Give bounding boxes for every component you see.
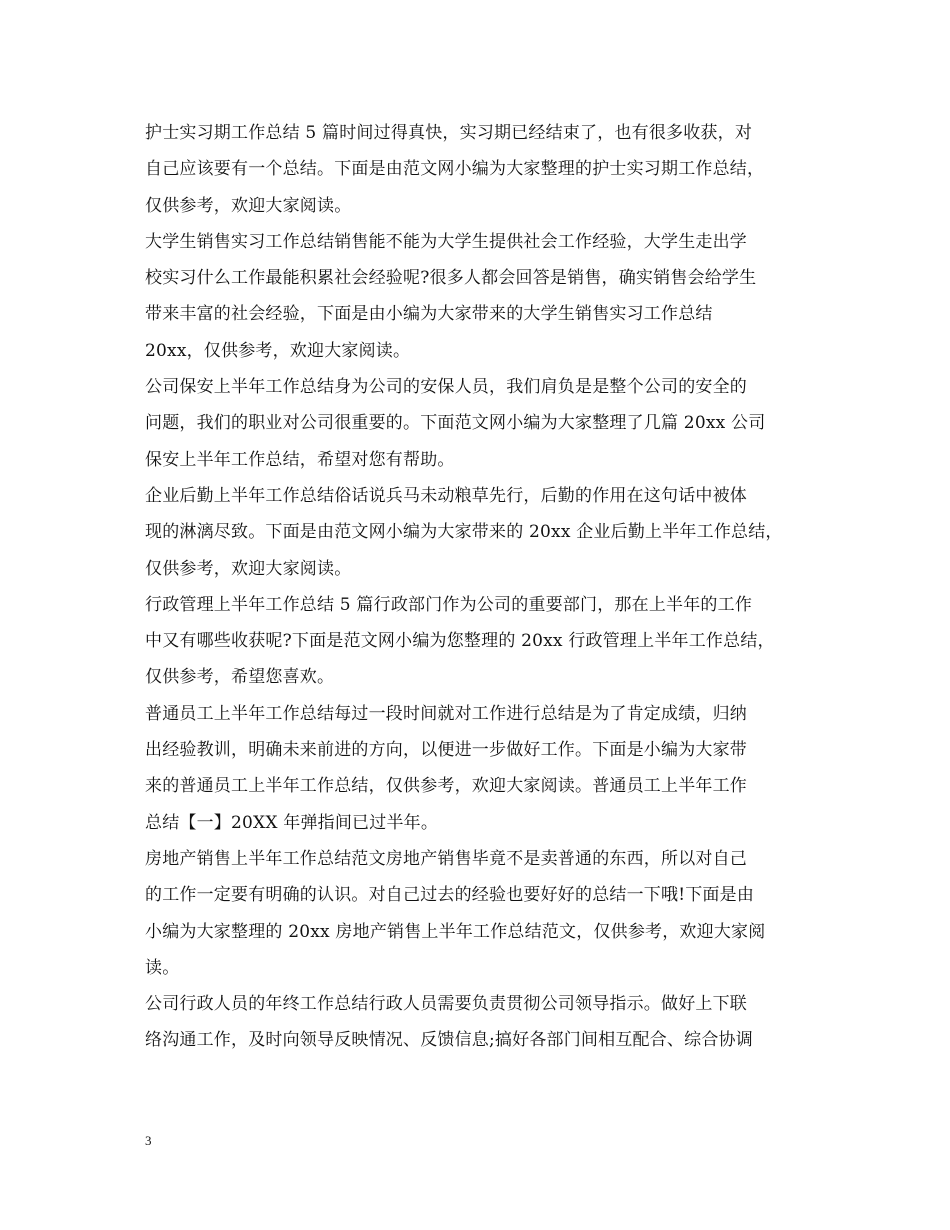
paragraph-real-estate: [145, 841, 810, 986]
page-number: 3: [145, 1133, 152, 1148]
paragraph-nurse-internship: [145, 115, 810, 224]
text-line: 络沟通工作，及时向领导反映情况、反馈信息;搞好各部门间相互配合、综合协调: [145, 1030, 753, 1051]
text-line: 护士实习期工作总结 5 篇时间过得真快，实习期已经结束了，也有很多收获，对: [145, 123, 753, 143]
text-line: 自己应该要有一个总结。下面是由范文网小编为大家整理的护士实习期工作总结，: [145, 159, 765, 180]
text-line: 20xx，仅供参考，欢迎大家阅读。: [145, 340, 411, 361]
text-line: 来的普通员工上半年工作总结，仅供参考，欢迎大家阅读。普通员工上半年工作: [145, 776, 747, 797]
text-line: 行政管理上半年工作总结 5 篇行政部门作为公司的重要部门，那在上半年的工作: [145, 594, 753, 615]
paragraph-security-guard: [145, 369, 810, 478]
text-line: 小编为大家整理的 20xx 房地产销售上半年工作总结范文，仅供参考，欢迎大家阅: [145, 921, 766, 942]
text-line: 公司保安上半年工作总结身为公司的安保人员，我们肩负是是整个公司的安全的: [145, 377, 747, 398]
paragraph-ordinary-staff: [145, 696, 810, 841]
text-line: 仅供参考，欢迎大家阅读。: [145, 195, 352, 216]
text-line: 房地产销售上半年工作总结范文房地产销售毕竟不是卖普通的东西，所以对自己: [145, 848, 747, 869]
text-line: 总结【一】20XX 年弹指间已过半年。: [145, 812, 439, 833]
text-line: 校实习什么工作最能积累社会经验呢?很多人都会回答是销售，确实销售会给学生: [145, 268, 757, 289]
text-line: 读。: [145, 957, 180, 978]
paragraph-admin-staff-annual: [145, 986, 810, 1059]
text-line: 带来丰富的社会经验，下面是由小编为大家带来的大学生销售实习工作总结: [145, 304, 713, 325]
document-body: [145, 115, 810, 1059]
text-line: 出经验教训，明确未来前进的方向，以便进一步做好工作。下面是小编为大家带: [145, 740, 747, 761]
text-line: 中又有哪些收获呢?下面是范文网小编为您整理的 20xx 行政管理上半年工作总结，: [145, 631, 775, 652]
paragraph-administration: [145, 587, 810, 696]
text-line: 的工作一定要有明确的认识。对自己过去的经验也要好好的总结一下哦!下面是由: [145, 885, 755, 906]
text-line: 普通员工上半年工作总结每过一段时间就对工作进行总结是为了肯定成绩，归纳: [145, 703, 747, 724]
paragraph-logistics: [145, 478, 810, 587]
text-line: 保安上半年工作总结，希望对您有帮助。: [145, 449, 455, 470]
text-line: 企业后勤上半年工作总结俗话说兵马未动粮草先行，后勤的作用在这句话中被体: [145, 485, 747, 506]
text-line: 仅供参考，欢迎大家阅读。: [145, 558, 352, 579]
text-line: 仅供参考，希望您喜欢。: [145, 667, 335, 688]
text-line: 公司行政人员的年终工作总结行政人员需要负责贯彻公司领导指示。做好上下联: [145, 994, 747, 1015]
paragraph-student-sales: [145, 224, 810, 369]
text-line: 问题，我们的职业对公司很重要的。下面范文网小编为大家整理了几篇 20xx 公司: [145, 413, 766, 434]
text-line: 现的淋漓尽致。下面是由范文网小编为大家带来的 20xx 企业后勤上半年工作总结，: [145, 522, 783, 543]
text-line: 大学生销售实习工作总结销售能不能为大学生提供社会工作经验，大学生走出学: [145, 231, 747, 252]
